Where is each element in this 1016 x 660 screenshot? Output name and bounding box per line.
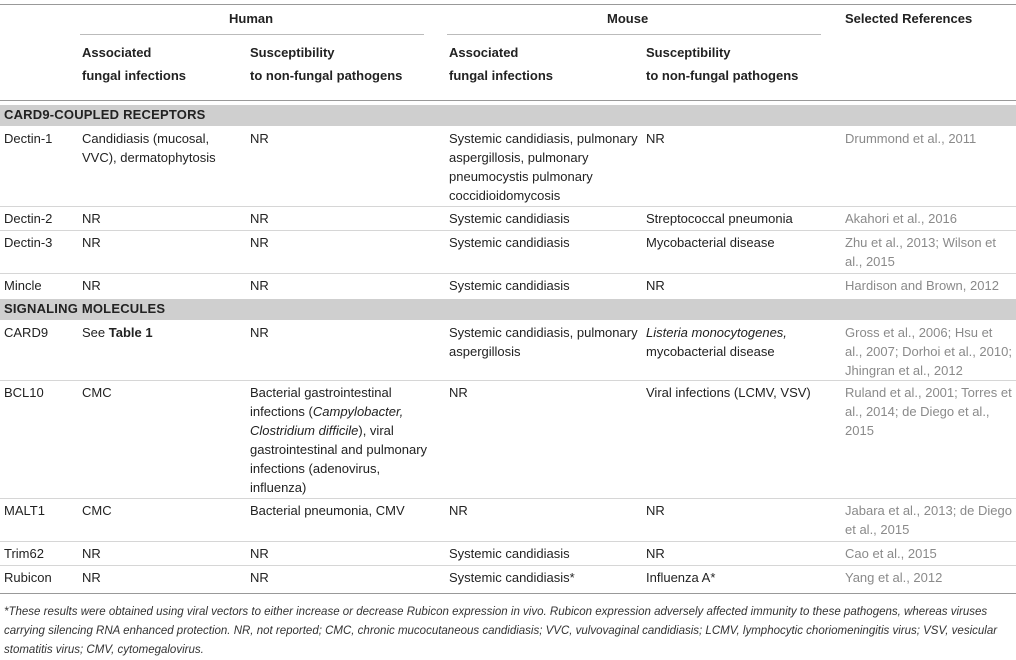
section-signaling — [0, 299, 1016, 320]
cell-mouse-nonfungal: Influenza A* — [646, 570, 716, 585]
cell-references: Hardison and Brown, 2012 — [845, 278, 999, 293]
header-line: fungal infections — [82, 68, 186, 83]
cell-molecule: MALT1 — [4, 503, 45, 518]
cell-text: ), viral gastrointestinal and pulmonary infections (adenovirus, influenza) — [250, 423, 428, 495]
row-divider — [0, 498, 1016, 499]
header-line: Susceptibility — [250, 45, 335, 60]
table-bottom-rule — [0, 593, 1016, 594]
cell-text-italic: Listeria monocytogenes, — [646, 325, 787, 340]
header-references: Selected References — [845, 11, 973, 26]
cell-human-fungal: NR — [82, 546, 101, 561]
cell-references: Jabara et al., 2013; de Diego et al., 2015 — [845, 503, 1012, 537]
cell-mouse-fungal: Systemic candidiasis, pulmonary aspergillosis — [449, 325, 638, 359]
header-mouse-associated — [449, 44, 553, 85]
cell-molecule: Dectin-3 — [4, 235, 53, 250]
cell-molecule: Trim62 — [4, 546, 44, 561]
cell-mouse-fungal: NR — [449, 503, 468, 518]
cell-human-nonfungal: NR — [250, 278, 269, 293]
header-mouse-susceptibility — [646, 44, 798, 85]
cell-text: See — [82, 325, 109, 340]
cell-mouse-fungal: Systemic candidiasis, pulmonary aspergillosis, pulmonary pneumocystis pulmonary coccidioidomycosis — [449, 131, 638, 203]
header-line: Susceptibility — [646, 45, 731, 60]
cell-human-fungal: Candidiasis (mucosal, VVC), dermatophytosis — [82, 131, 216, 165]
header-human-susceptibility — [250, 44, 402, 85]
row-divider — [0, 565, 1016, 566]
cell-text: Bacterial gastrointestinal infections ( — [250, 385, 392, 419]
cell-human-fungal: CMC — [82, 385, 112, 400]
cell-mouse-nonfungal: NR — [646, 278, 665, 293]
cell-human-nonfungal: NR — [250, 325, 269, 340]
row-divider — [0, 541, 1016, 542]
table-top-rule — [0, 4, 1016, 5]
cell-human-fungal: CMC — [82, 503, 112, 518]
header-line: Associated — [449, 45, 519, 60]
cell-human-nonfungal: NR — [250, 211, 269, 226]
cell-human-fungal: NR — [82, 278, 101, 293]
cell-human-nonfungal: NR — [250, 131, 269, 146]
table-1-link[interactable]: Table 1 — [108, 325, 153, 340]
cell-mouse-fungal: NR — [449, 385, 468, 400]
cell-mouse-nonfungal: Streptococcal pneumonia — [646, 211, 793, 226]
header-bottom-rule — [0, 100, 1016, 101]
cell-human-fungal: NR — [82, 211, 101, 226]
cell-human-nonfungal — [250, 383, 430, 497]
cell-human-nonfungal: NR — [250, 546, 269, 561]
cell-references: Cao et al., 2015 — [845, 546, 937, 561]
section-receptors — [0, 105, 1016, 126]
cell-references: Akahori et al., 2016 — [845, 211, 958, 226]
cell-mouse-fungal: Systemic candidiasis — [449, 278, 570, 293]
cell-molecule: Mincle — [4, 278, 42, 293]
cell-human-fungal — [82, 323, 242, 342]
human-group-rule — [80, 34, 424, 35]
header-mouse: Mouse — [607, 11, 649, 26]
cell-molecule: Dectin-1 — [4, 131, 53, 146]
cell-text: mycobacterial disease — [646, 344, 775, 359]
cell-molecule: BCL10 — [4, 385, 44, 400]
cell-mouse-fungal: Systemic candidiasis — [449, 546, 570, 561]
header-human: Human — [229, 11, 274, 26]
row-divider — [0, 380, 1016, 381]
row-divider — [0, 273, 1016, 274]
header-line: fungal infections — [449, 68, 553, 83]
cell-molecule: Rubicon — [4, 570, 52, 585]
cell-mouse-nonfungal — [646, 323, 826, 361]
cell-text-italic: Campylobacter, Clostridium difficile — [250, 404, 404, 438]
row-divider — [0, 206, 1016, 207]
cell-human-fungal: NR — [82, 235, 101, 250]
header-line: Associated — [82, 45, 152, 60]
cell-molecule: CARD9 — [4, 325, 49, 340]
cell-mouse-nonfungal: Viral infections (LCMV, VSV) — [646, 385, 811, 400]
cell-mouse-fungal: Systemic candidiasis — [449, 235, 570, 250]
section-label: SIGNALING MOLECULES — [4, 301, 166, 316]
cell-mouse-nonfungal: Mycobacterial disease — [646, 235, 775, 250]
cell-references: Gross et al., 2006; Hsu et al., 2007; Dorhoi et al., 2010; Jhingran et al., 2012 — [845, 325, 1012, 378]
cell-human-fungal: NR — [82, 570, 101, 585]
cell-human-nonfungal: NR — [250, 235, 269, 250]
header-line: to non-fungal pathogens — [646, 68, 799, 83]
section-label: CARD9-COUPLED RECEPTORS — [4, 107, 206, 122]
cell-human-nonfungal: NR — [250, 570, 269, 585]
cell-mouse-nonfungal: NR — [646, 503, 665, 518]
cell-human-nonfungal: Bacterial pneumonia, CMV — [250, 503, 405, 518]
table-footnote: *These results were obtained using viral vectors to either increase or decrease Rubicon expression in vivo. Rubicon expression adversely affected immunity to these pathogens, whereas viruses carrying silencing RNA enhanced protection. NR, not reported; CMC, chronic mucocutaneous candidiasis; VVC, vulvovaginal candidiasis; LCMV, lymphocytic choriomeningitis virus; VSV, vesicular stomatitis virus; CMV, cytomegalovirus. — [4, 606, 998, 656]
cell-molecule: Dectin-2 — [4, 211, 53, 226]
cell-mouse-fungal: Systemic candidiasis — [449, 211, 570, 226]
header-line: to non-fungal pathogens — [250, 68, 403, 83]
cell-references: Drummond et al., 2011 — [845, 131, 977, 146]
cell-references: Ruland et al., 2001; Torres et al., 2014; de Diego et al., 2015 — [845, 385, 1012, 438]
cell-references: Yang et al., 2012 — [845, 570, 943, 585]
row-divider — [0, 230, 1016, 231]
mouse-group-rule — [447, 34, 821, 35]
cell-mouse-nonfungal: NR — [646, 546, 665, 561]
cell-mouse-fungal: Systemic candidiasis* — [449, 570, 575, 585]
cell-mouse-nonfungal: NR — [646, 131, 665, 146]
header-human-associated — [82, 44, 186, 85]
cell-references: Zhu et al., 2013; Wilson et al., 2015 — [845, 235, 997, 269]
